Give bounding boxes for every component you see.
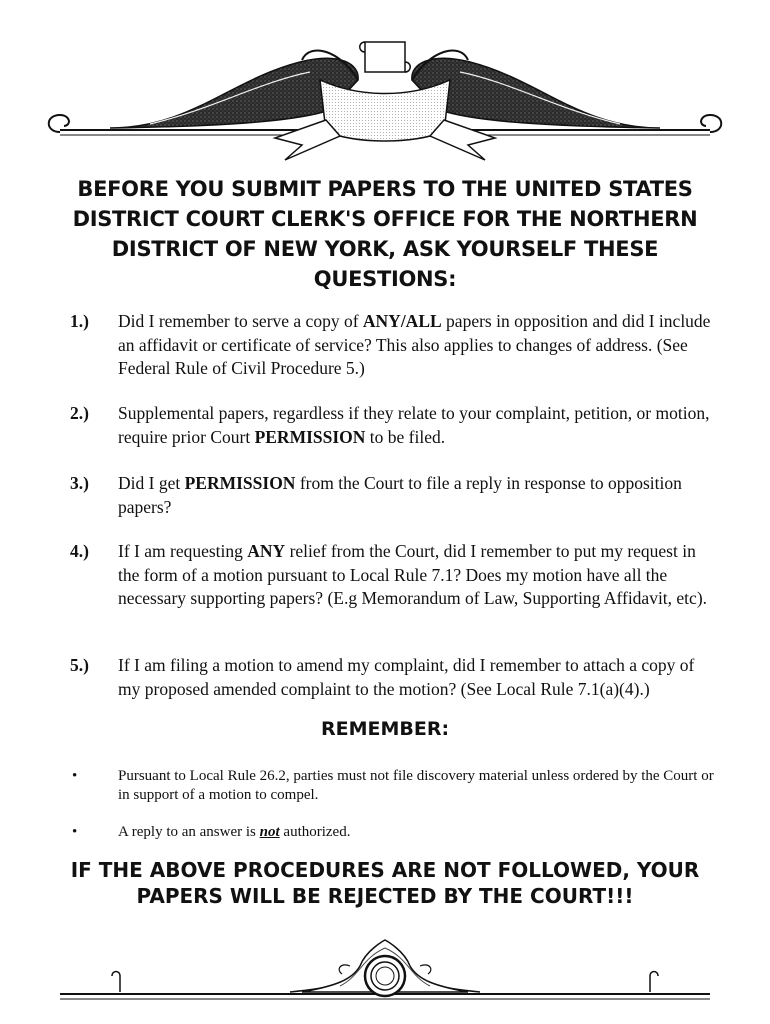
bullet-text: Pursuant to Local Rule 26.2, parties must not file discovery material unless ordered by the Court or in support of a motion to compel. [118,768,714,803]
bullet-marker: • [72,768,78,784]
question-text: Supplemental papers, regardless if they relate to your complaint, petition, or motion, require prior Court PERMISSION to be filed. [118,403,710,447]
question-number: 2.) [70,403,89,423]
question-number: 3.) [70,473,89,493]
question-number: 5.) [70,655,89,675]
question-text: Did I remember to serve a copy of ANY/ALL papers in opposition and did I include an affidavit or certificate of service? This also applies to changes of address. (See Federal Rule of Civil Procedure 5.) [118,311,711,378]
bottom-ornament [40,926,730,1016]
question-number: 4.) [70,541,89,561]
question-number: 1.) [70,311,89,331]
question-text: If I am filing a motion to amend my complaint, did I remember to attach a copy of my proposed amended complaint to the motion? (See Local Rule 7.1(a)(4).) [118,655,695,699]
bullet-marker: • [72,824,78,840]
question-text: If I am requesting ANY relief from the Court, did I remember to put my request in the form of a motion pursuant to Local Rule 7.1? Does my motion have all the necessary supporting papers? (E.g Memorandum of Law, Supporting Affidavit, etc). [118,541,708,608]
emphasized-word: not [259,824,280,840]
top-banner-ornament [40,20,730,170]
question-text: Did I get PERMISSION from the Court to file a reply in response to opposition papers? [118,473,682,517]
remember-heading: REMEMBER: [320,718,450,740]
page-title: BEFORE YOU SUBMIT PAPERS TO THE UNITED STATES DISTRICT COURT CLERK'S OFFICE FOR THE NORTHERN DISTRICT OF NEW YORK, ASK YOURSELF THESE QUESTIONS: [72,177,698,291]
bullet-text: A reply to an answer is not authorized. [118,824,351,840]
footer-warning: IF THE ABOVE PROCEDURES ARE NOT FOLLOWED, YOUR PAPERS WILL BE REJECTED BY THE COURT!!! [70,858,700,908]
